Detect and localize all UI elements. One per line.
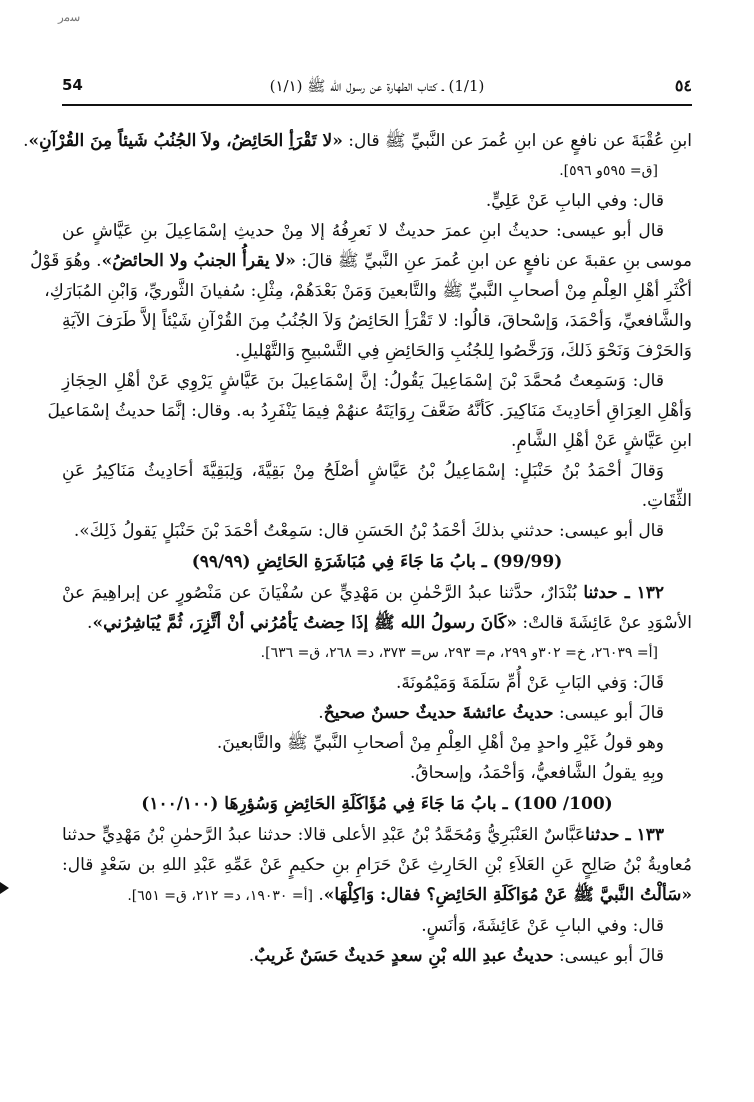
text-line: قالَ أبو عيسى: حديثُ عائشةَ حديثٌ حسنٌ صحيحٌ. — [318, 703, 664, 723]
text-line: وَأهْلِ العِرَاقِ أحَادِيثَ مَنَاكِيرَ. كَأنَّهُ ضَعَّفَ رِوَايَتَهُ عنهُمْ فِيمَا يَنْفَرِدُ به. وقال: إنَّمَا حديثُ إسْمَاعيلَ — [47, 401, 692, 421]
text-line: موسى بنِ عقبةَ عن نافعٍ عن ابنِ عُمرَ عنِ النَّبيِّ ﷺ قالَ: «لا يقرأُ الجنبُ ولا الحائضُ». وهُوَ قَوْلُ — [30, 251, 692, 271]
chapter-heading-100: (100/ 100) ـ بابُ مَا جَاءَ فِي مُؤَاكَلَةِ الحَائِضِ وَسُؤرِهَا (١٠٠/١٠٠) — [141, 794, 613, 814]
takhrij-reference: [أ= ١٩٠٣٠، د= ٢١٢، ق= ٦٥١]. — [127, 888, 313, 904]
hadith-133-line: ١٣٣ ـ حدثناعَبَّاسٌ العَنْبَرِيُّ وَمُحَمَّدُ بْنُ عَبْدِ الأعلى قالا: حدثنا عبدُ الرَّحمٰنِ بْنُ مَهْدِيٍّ حدثنا — [62, 825, 664, 845]
page-number-arabic: ٥٤ — [674, 76, 692, 95]
hadith-132-line: ١٣٢ ـ حدثنا بُنْدَارٌ، حدَّثنا عبدُ الرَّحْمٰنِ بن مَهْدِيٍّ عن سُفْيَانَ عن مَنْصُورٍ عن إبراهِيمَ عنْ — [62, 583, 664, 603]
text-line: وبِهِ يقولُ الشَّافعيُّ، وَأحْمَدُ، وإسحاقُ. — [410, 763, 664, 783]
corner-handwritten-mark: ﺳﻣﺭ — [58, 10, 81, 24]
text-line: وَقالَ أحْمَدُ بْنُ حَنْبَلٍ: إسْمَاعِيلُ بْنُ عَيَّاشٍ أصْلَحُ مِنْ بَقِيَّةَ، وَلِبَقِيَّةَ أحَادِيثُ مَنَاكِيرُ عَنِ — [62, 461, 664, 481]
text-line: «سَألْتُ النَّبيَّ ﷺ عَنْ مُوَاكَلَةِ الحَائِضِ؟ فقال: وَاكِلْهَا». [أ= ١٩٠٣٠، د= ٢١٢، ق= ٦٥١]. — [127, 885, 692, 905]
text-line: ابنِ عَيَّاشٍ عَنْ أهْلِ الشَّامِ. — [510, 431, 692, 451]
text-line: قال: وفي البابِ عَنْ عَلِيٍّ. — [485, 191, 664, 211]
text-line: مُعاويةُ بْنُ صَالِحٍ عَنِ العَلاَءِ بْنِ الحَارِثِ عَنْ حَرَامِ بنِ حكيمٍ عَنْ عَمِّهِ عَبْدِ اللهِ بن سَعْدٍ قال: — [62, 855, 692, 875]
hadith-matn: «لا تَقْرَأِ الحَائِضُ، ولاَ الجُنُبُ شَيئاً مِنَ القُرْآنِ» — [28, 131, 343, 151]
text-line: وَالحَرْفَ وَنَحْوَ ذَلكَ، وَرَخَّصُوا لِلجُنُبِ وَالحَائِضِ فِي التَّسْبيحِ وَالتَّهْليلِ. — [234, 341, 692, 361]
takhrij-reference: [ق= ٥٩٥و ٥٩٦]. — [559, 163, 658, 179]
takhrij-reference: [أ= ٢٦٠٣٩، خ= ٣٠٢و ٢٩٩، م= ٢٩٣، س= ٣٧٣، د= ٢٦٨، ق= ٦٣٦]. — [260, 645, 658, 661]
text-line: ابنِ عُقْبَةَ عن نافعٍ عن ابنِ عُمرَ عن النَّبيِّ ﷺ قال: «لا تَقْرَأِ الحَائِضُ، ولاَ الجُنُبُ شَيئاً مِنَ القُرْآنِ». — [23, 131, 692, 151]
hadith-matn: «كَانَ رسولُ الله ﷺ إذَا حِضتُ يَأمُرُني أنْ أتَّزِرَ، ثُمَّ يُبَاشِرُني» — [92, 613, 518, 633]
text-line: قالَ أبو عيسى: حديثُ عبدِ الله بْنِ سعدٍ حَديثٌ حَسَنٌ غَريبٌ. — [248, 946, 664, 966]
chapter-heading-99: (99/99) ـ بابُ مَا جَاءَ فِي مُبَاشَرَةِ الحَائِضِ (٩٩/٩٩) — [191, 552, 563, 572]
binding-edge-mark — [0, 882, 9, 894]
hadith-matn: «لا يقرأُ الجنبُ ولا الحائضُ» — [101, 251, 296, 271]
page-body — [23, 126, 692, 971]
text-line: قَالَ: وَفي البَابِ عَنْ أُمِّ سَلَمَةَ وَمَيْمُونَةَ. — [396, 673, 664, 693]
text-line: قال: وفي البابِ عَنْ عَائِشَةَ، وَأنَسٍ. — [421, 916, 664, 936]
hadith-number: ١٣٣ ـ حدثنا — [585, 825, 664, 845]
hadith-grade: حديثُ عبدِ الله بْنِ سعدٍ حَديثٌ حَسَنٌ غَريبٌ — [254, 946, 554, 966]
text-line: الأسْوَدِ عنْ عَائِشَةَ قالتْ: «كَانَ رسولُ الله ﷺ إذَا حِضتُ يَأمُرُني أنْ أتَّزِرَ، ثُمَّ يُبَاشِرُني». — [87, 613, 692, 633]
text-line: أكْثَرِ أهْلِ العِلْمِ مِنْ أصحابِ النَّبيِّ ﷺ والتَّابعينَ وَمَنْ بَعْدَهُمْ، مِثْلِ: سُفيانَ الثَّوريِّ، وَابْنِ المُبَارَكِ، — [44, 281, 692, 301]
text-line: قال: وَسَمِعتُ مُحمَّدَ بْنَ إسْمَاعِيلَ يَقُولُ: إنَّ إسْمَاعِيلَ بنَ عَيَّاشٍ يَرْوِي عَنْ أهْلِ الحِجَازِ — [62, 371, 664, 391]
page-header — [62, 74, 692, 106]
hadith-number: ١٣٢ ـ حدثنا — [583, 583, 664, 603]
hadith-matn: «سَألْتُ النَّبيَّ ﷺ عَنْ مُوَاكَلَةِ الحَائِضِ؟ فقال: وَاكِلْهَا» — [323, 885, 692, 905]
running-title: (1/1) ـ كتاب الطهارة عن رسول الله ﷺ (١/١) — [269, 77, 485, 95]
page-number-latin: 54 — [62, 76, 83, 94]
text-line: قال أبو عيسى: حديثُ ابنِ عمرَ حديثٌ لا نَعرِفُهُ إلا مِنْ حديثِ إسْمَاعِيلَ بنِ عَيَّاشٍ عن — [62, 221, 664, 241]
text-line: والشَّافعيِّ، وَأحْمَدَ، وَإسْحاقَ، قالُوا: لا تَقْرَأِ الحَائِضُ وَلاَ الجُنُبُ مِنَ القُرْآنِ شَيْئاً إلاَّ طَرَفَ الآيَةِ — [62, 311, 692, 331]
text-line: قال أبو عيسى: حدثني بذلكَ أحْمَدُ بْنُ الحَسَنِ قال: سَمِعْتُ أحْمَدَ بْنَ حَنْبَلٍ يَقولُ ذَلِكَ». — [73, 521, 664, 541]
hadith-grade: حديثُ عائشةَ حديثٌ حسنٌ صحيحٌ — [323, 703, 554, 723]
text-line: وهو قولُ غَيْرِ واحدٍ مِنْ أهْلِ العِلْمِ مِنْ أصحابِ النَّبيِّ ﷺ والتَّابعينَ. — [216, 733, 664, 753]
text-line: الثِّقَاتِ. — [641, 491, 692, 511]
